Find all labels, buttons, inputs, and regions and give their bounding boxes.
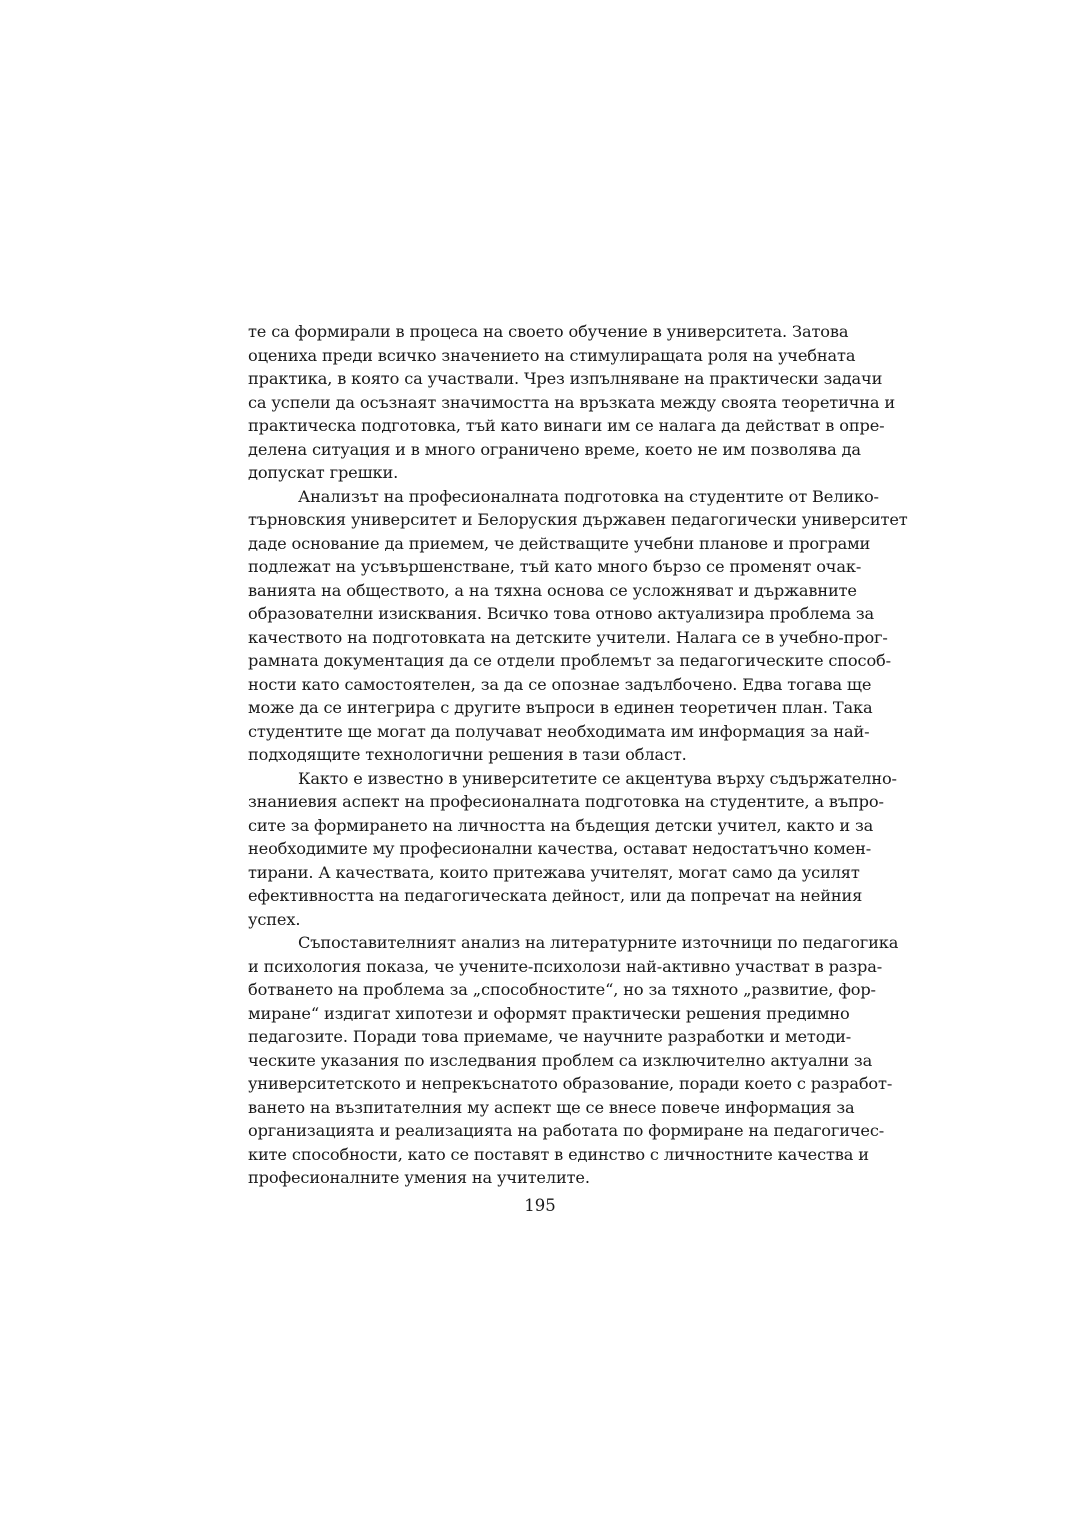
text-line: и психология показа, че учените-психолози най-активно участват в разра- xyxy=(248,956,883,976)
paragraph xyxy=(248,767,897,932)
text-line: подходящите технологични решения в тази област. xyxy=(248,745,687,764)
text-line: Както е известно в университетите се акцентува върху съдържателно- xyxy=(298,768,897,788)
text-line: ности като самостоятелен, за да се опознае задълбочено. Едва тогава ще xyxy=(248,674,872,694)
text-line: Съпоставителният анализ на литературните източници по педагогика xyxy=(298,933,899,952)
text-line: може да се интегрира с другите въпроси в единен теоретичен план. Така xyxy=(248,698,873,717)
page-number: 195 xyxy=(524,1196,556,1215)
text-line: подлежат на усъвършенстване, тъй като много бързо се променят очак- xyxy=(248,557,862,576)
text-line: търновския университет и Белоруския държавен педагогически университет xyxy=(248,510,908,529)
text-line: качеството на подготовката на детските учители. Налага се в учебно-прог- xyxy=(248,627,888,647)
text-line: успех. xyxy=(248,909,301,929)
text-line: ефективността на педагогическата дейност, или да попречат на нейния xyxy=(248,886,863,905)
text-line: те са формирали в процеса на своето обучение в университета. Затова xyxy=(248,322,849,341)
text-line: организацията и реализацията на работата по формиране на педагогичес- xyxy=(248,1121,885,1140)
text-line: образователни изисквания. Всичко това отново актуализира проблема за xyxy=(248,604,875,623)
text-line: знаниевия аспект на професионалната подготовка на студентите, а въпро- xyxy=(248,792,884,811)
text-line: университетското и непрекъснатото образование, поради което с разработ- xyxy=(248,1074,893,1093)
text-line: ческите указания по изследвания проблем са изключително актуални за xyxy=(248,1050,873,1070)
text-line: ванията на обществото, а на тяхна основа се усложняват и държавните xyxy=(248,580,857,600)
text-line: необходимите му професионални качества, остават недостатъчно комен- xyxy=(248,839,872,858)
text-line: ването на възпитателния му аспект ще се внесе повече информация за xyxy=(248,1097,855,1117)
paragraph xyxy=(248,931,899,1190)
text-line: практика, в която са участвали. Чрез изпълняване на практически задачи xyxy=(248,369,883,388)
paragraph xyxy=(248,320,896,485)
text-line: тирани. А качествата, които притежава учителят, могат само да усилят xyxy=(248,862,860,882)
text-line: са успели да осъзнаят значимостта на връзката между своята теоретична и xyxy=(248,392,896,412)
text-line: Анализът на професионалната подготовка на студентите от Велико- xyxy=(298,486,879,506)
body-text xyxy=(248,320,908,1190)
text-line: допускат грешки. xyxy=(248,463,399,482)
text-line: педагозите. Поради това приемаме, че научните разработки и методи- xyxy=(248,1027,852,1046)
text-line: ките способности, като се поставят в единство с личностните качества и xyxy=(248,1144,869,1164)
text-line: студентите ще могат да получават необходимата им информация за най- xyxy=(248,721,870,741)
text-line: сите за формирането на личността на бъдещия детски учител, както и за xyxy=(248,815,874,835)
paragraph xyxy=(248,485,908,767)
text-line: делена ситуация и в много ограничено време, което не им позволява да xyxy=(248,439,861,459)
text-line: професионалните умения на учителите. xyxy=(248,1168,590,1187)
text-line: миране“ издигат хипотези и оформят практически решения предимно xyxy=(248,1003,850,1023)
text-line: ботването на проблема за „способностите“, но за тяхното „развитие, фор- xyxy=(248,980,876,999)
text-line: рамната документация да се отдели проблемът за педагогическите способ- xyxy=(248,651,891,670)
text-line: даде основание да приемем, че действащите учебни планове и програми xyxy=(248,533,871,553)
text-line: практическа подготовка, тъй като винаги им се налага да действат в опре- xyxy=(248,416,885,435)
text-line: оцениха преди всичко значението на стимулиращата роля на учебната xyxy=(248,345,856,365)
